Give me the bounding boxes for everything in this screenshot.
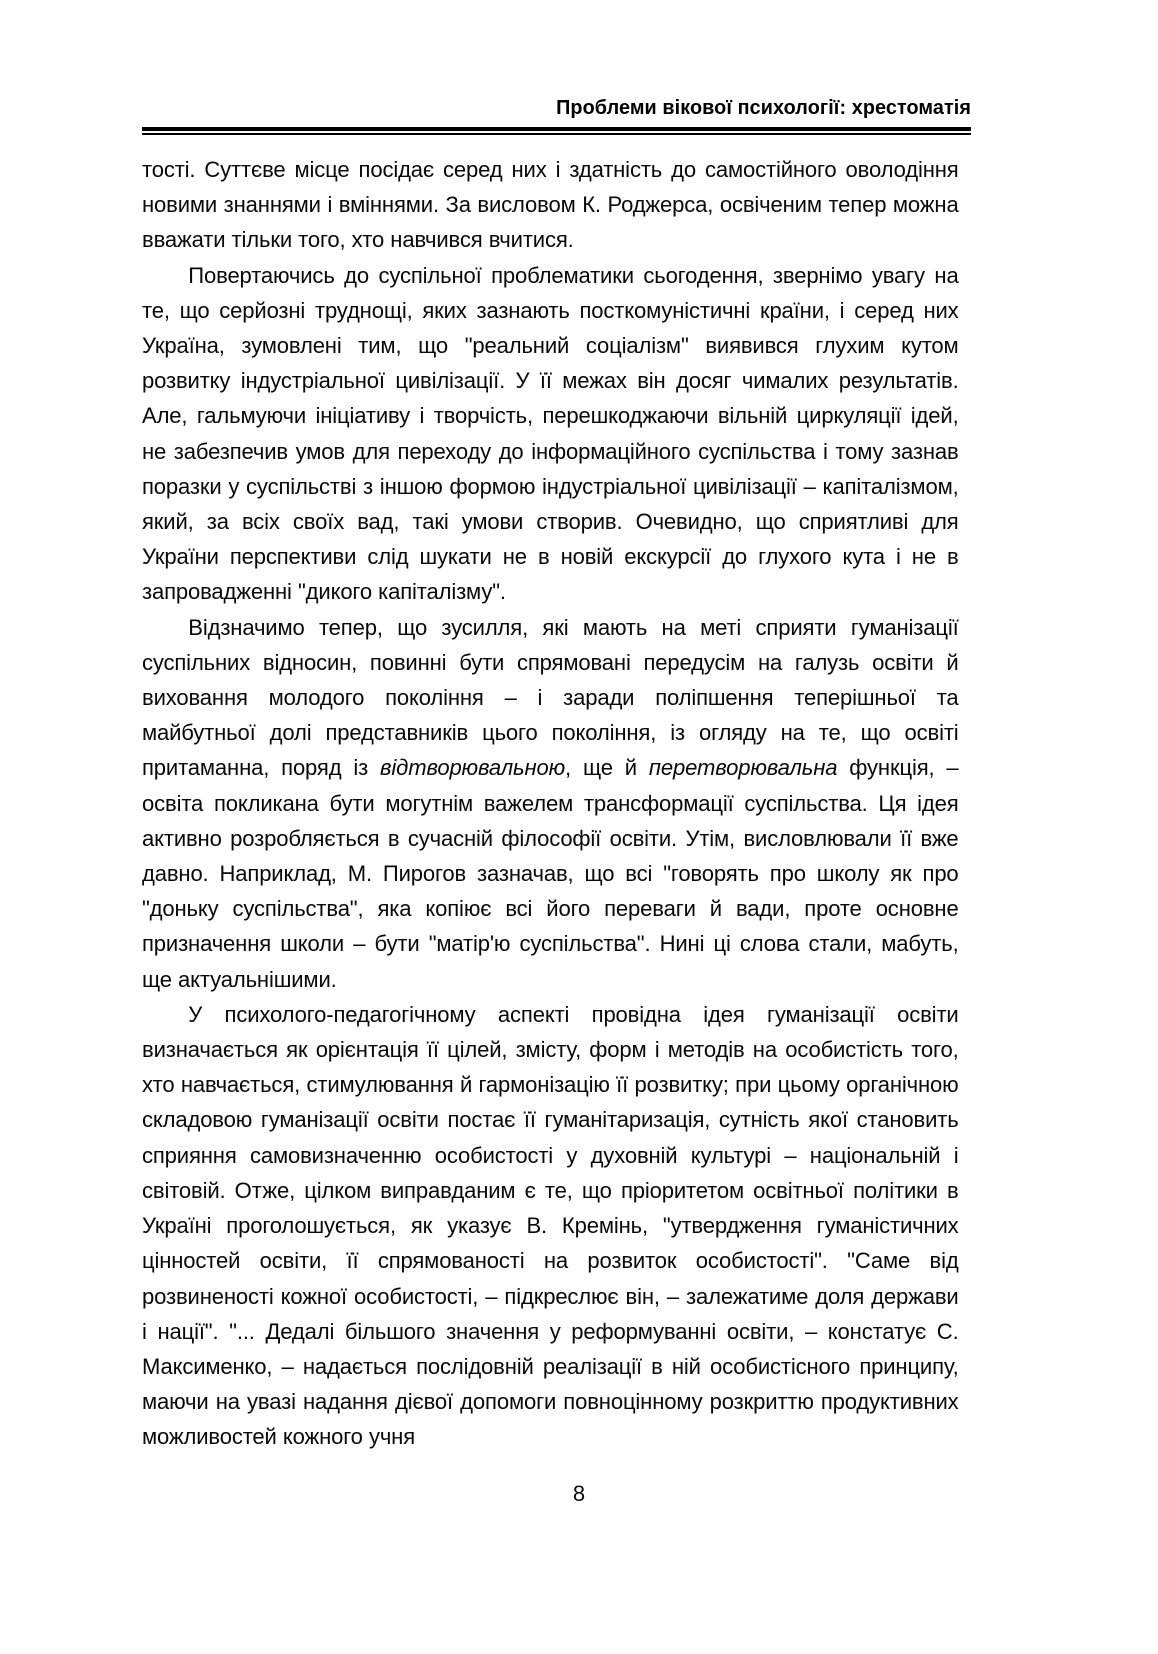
emphasised-term: відтворювальною [380,755,566,781]
page-header [142,96,971,135]
paragraph-1: тості. Суттєве місце посідає серед них і здатність до самостійного оволодіння новими знаннями і вміннями. За висловом К. Роджерса, освіченим тепер можна вважати тільки того, хто навчився вчитися. [142,157,959,253]
emphasised-term: перетворювальна [648,755,838,781]
page-number: 8 [572,1481,586,1506]
header-rule [142,127,971,135]
header-rule-thin [142,133,971,135]
running-head: Проблеми вікової психології: хрестоматія [556,96,971,119]
paragraph-3: Відзначимо тепер, що зусилля, які мають на меті сприяти гуманізації суспільних відносин, повинні бути спрямовані передусім на галузь освіти й виховання молодого покоління – і заради поліпшення теперішньої та майбутньої долі представників цього покоління, із огляду на те, що освіті притаманна, поряд із відтворювальною, ще й перетворювальна функція, – освіта покликана бути могутнім важелем трансформації суспільства. Ця ідея активно розробляється в сучасній філософії освіти. Утім, висловлювали її вже давно. Наприклад, М. Пирогов зазначав, що всі "говорять про школу як про "доньку суспільства", яка копіює всі його переваги й вади, проте основне призначення школи – бути "матір'ю суспільства". Нині ці слова стали, мабуть, ще актуальнішими. [142,614,959,992]
body-text [142,152,971,1455]
paragraph-4: У психолого-педагогічному аспекті провідна ідея гуманізації освіти визначається як орієнтація її цілей, змісту, форм і методів на особистість того, хто навчається, стимулювання й гармонізацію її розвитку; при цьому органічною складовою гуманізації освіти постає її гуманітаризація, сутність якої становить сприяння самовизначенню особистості у духовній культурі – національній і світовій. Отже, цілком виправданим є те, що пріоритетом освітньої політики в Україні проголошується, як указує В. Кремінь, "утвердження гуманістичних цінностей освіти, її спрямованості на розвиток особистості". "Саме від розвиненості кожної особистості, – підкреслює він, – залежатиме доля держави і нації". "... Дедалі більшого значення у реформуванні освіти, – констатує С. Максименко, – надається послідовній реалізації в ній особистісного принципу, маючи на увазі надання дієвої допомоги повноцінному розкриттю продуктивних можливостей кожного учня [142,1001,959,1450]
paragraph-2: Повертаючись до суспільної проблематики сьогодення, звернімо увагу на те, що серйозні труднощі, яких зазнають посткомуністичні країни, і серед них Україна, зумовлені тим, що "реальний соціалізм" виявився глухим кутом розвитку індустріальної цивілізації. У її межах він досяг чималих результатів. Але, гальмуючи ініціативу і творчість, перешкоджаючи вільній циркуляції ідей, не забезпечив умов для переходу до інформаційного суспільства і тому зазнав поразки у суспільстві з іншою формою індустріальної цивілізації – капіталізмом, який, за всіх своїх вад, такі умови створив. Очевидно, що сприятливі для України перспективи слід шукати не в новій екскурсії до глухого кута і не в запровадженні "дикого капіталізму". [142,262,959,605]
